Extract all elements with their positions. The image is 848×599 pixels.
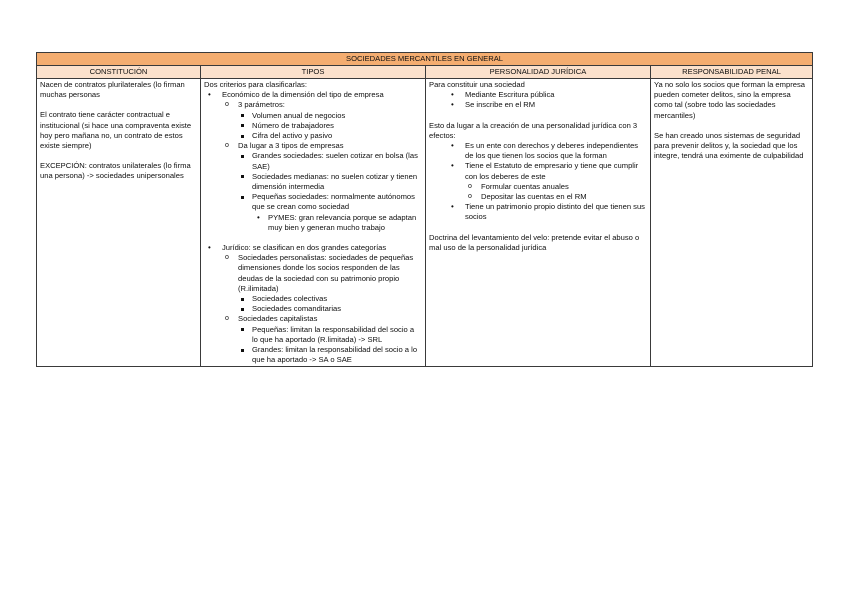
- list-item: o Formular cuentas anuales: [465, 182, 647, 192]
- responsabilidad-text-2: Se han creado unos sistemas de seguridad para prevenir delitos y, la sociedad que los integre, tendrá una eximente de culpabilidad: [654, 130, 804, 161]
- list-item: Sociedades comanditarias: [238, 304, 422, 314]
- list-item: [222, 141, 422, 233]
- tipos-capitalistas: Sociedades capitalistas: [238, 314, 318, 324]
- responsabilidad-text-1: Ya no solo los socios que forman la empresa pueden cometer delitos, sino la empresa como tal (sobre todo las sociedades mercantiles): [654, 80, 805, 120]
- header-responsabilidad: RESPONSABILIDAD PENAL: [651, 66, 813, 79]
- list-item: [204, 90, 422, 233]
- list-item: [447, 161, 647, 202]
- list-item: Sociedades medianas: no suelen cotizar y tienen dimensión intermedia: [238, 172, 422, 192]
- tipos-tres-tipos: Da lugar a 3 tipos de empresas: [238, 141, 344, 151]
- list-item: Número de trabajadores: [238, 121, 422, 131]
- tipos-economico: Económico de la dimensión del tipo de empresa: [222, 90, 384, 100]
- constitucion-text-1: Nacen de contratos plurilaterales (lo firman muchas personas: [40, 80, 185, 100]
- list-item: Pequeñas: limitan la responsabilidad del socio a lo que ha aportado (R.limitada) -> SRL: [238, 325, 422, 345]
- personalidad-text-3: Doctrina del levantamiento del velo: pretende evitar el abuso o mal uso de la personalidad jurídica: [429, 232, 640, 252]
- personalidad-efecto-2: Tiene el Estatuto de empresario y tiene que cumplir con los deberes de este: [465, 161, 639, 181]
- tipos-pequenas: Pequeñas sociedades: normalmente autónomos que se crean como sociedad: [252, 192, 415, 212]
- tipos-juridico: Jurídico: se clasifican en dos grandes categorías: [222, 243, 387, 253]
- header-tipos: TIPOS: [201, 66, 426, 79]
- list-item: • Tiene un patrimonio propio distinto del que tienen sus socios: [447, 202, 647, 222]
- list-item: Cifra del activo y pasivo: [238, 131, 422, 141]
- constitucion-text-2: El contrato tiene carácter contractual e institucional (si hace una compraventa existe hoy pero mañana no, un contrato de estos existe siempre): [40, 110, 192, 151]
- sociedades-table: [36, 52, 813, 367]
- tipos-personalistas: Sociedades personalistas: sociedades de pequeñas dimensiones donde los socios responden de las deudas de la sociedad con su patrimonio propio (R.ilimitada): [238, 253, 414, 293]
- list-item: [222, 314, 422, 365]
- cell-personalidad: [426, 79, 651, 367]
- list-item: Volumen anual de negocios: [238, 111, 422, 121]
- list-item: Grandes: limitan la responsabilidad del socio a lo que ha aportado -> SA o SAE: [238, 345, 422, 365]
- tipos-intro: Dos criterios para clasificarlas:: [204, 80, 307, 89]
- list-item: Sociedades colectivas: [238, 294, 422, 304]
- list-item: o Depositar las cuentas en el RM: [465, 192, 647, 202]
- tipos-tres-parametros: 3 parámetros:: [238, 100, 285, 110]
- list-item: [238, 192, 422, 233]
- header-constitucion: CONSTITUCIÓN: [37, 66, 201, 79]
- list-item: • PYMES: gran relevancia porque se adaptan muy bien y generan mucho trabajo: [252, 213, 422, 233]
- cell-constitucion: [37, 79, 201, 367]
- list-item: • Se inscribe en el RM: [447, 100, 647, 110]
- header-personalidad: PERSONALIDAD JURÍDICA: [426, 66, 651, 79]
- constitucion-text-3: EXCEPCIÓN: contratos unilaterales (lo firma una persona) -> sociedades unipersonales: [40, 161, 191, 181]
- list-item: [204, 243, 422, 365]
- table-title: SOCIEDADES MERCANTILES EN GENERAL: [37, 53, 813, 66]
- list-item: [222, 100, 422, 141]
- list-item: • Mediante Escritura pública: [447, 90, 647, 100]
- personalidad-text-1: Para constituir una sociedad: [429, 80, 525, 89]
- cell-tipos: [201, 79, 426, 367]
- cell-responsabilidad: [651, 79, 813, 367]
- list-item: [222, 253, 422, 314]
- list-item: Grandes sociedades: suelen cotizar en bolsa (las SAE): [238, 151, 422, 171]
- list-item: • Es un ente con derechos y deberes independientes de los que tienen los socios que la forman: [447, 141, 647, 161]
- personalidad-text-2: Esto da lugar a la creación de una personalidad jurídica con 3 efectos:: [429, 120, 638, 140]
